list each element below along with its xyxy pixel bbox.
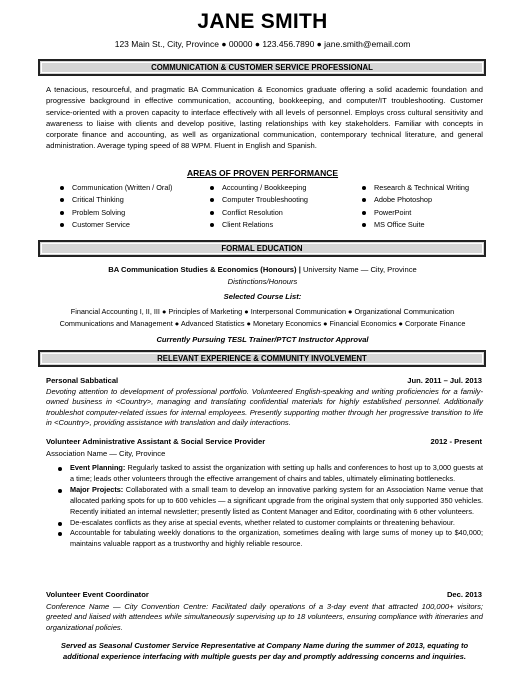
skills-column-3 bbox=[362, 182, 469, 231]
volunteer-admin-bullets bbox=[58, 463, 483, 550]
banner-inner-border bbox=[41, 353, 483, 364]
skill-item: Critical Thinking bbox=[60, 194, 172, 206]
currently-pursuing: Currently Pursuing TESL Trainer/PTCT Instructor Approval bbox=[156, 335, 369, 344]
course-list-line-1: Financial Accounting I, II, III ● Principles of Marketing ● Interpersonal Communication ● Organizational Communication bbox=[70, 307, 455, 316]
degree-title: BA Communication Studies & Economics (Honours) bbox=[108, 265, 297, 274]
skills-column-2 bbox=[210, 182, 308, 231]
skill-item: MS Office Suite bbox=[362, 219, 469, 231]
banner-inner-border bbox=[41, 62, 483, 73]
section-banner-education bbox=[38, 240, 486, 257]
skill-item: Computer Troubleshooting bbox=[210, 194, 308, 206]
skill-item: Adobe Photoshop bbox=[362, 194, 469, 206]
job-dates-sabbatical: Jun. 2011 – Jul. 2013 bbox=[407, 376, 482, 385]
bullet-label: Event Planning: bbox=[70, 463, 126, 472]
job-description-sabbatical: Devoting attention to development of professional portfolio. Volunteered English-speaking and writing proficiencies for a family-owned business in <Country>, managing and translating confidential materials for highly established personnel. Additionally troubleshot computer-related issues for internal employees. Presently supporting mother through her progressive transition to life in <Country>, providing assistance with translation and daily interactions. bbox=[46, 387, 483, 428]
bullet-text: Regularly tasked to assist the organization with setting up halls and conferences to host up to 3,000 guests at a time; leads other volunteers through the effective arrangement of chairs and tables, ultimately eliminating bottlenecks. bbox=[70, 463, 483, 483]
university-name: University Name — City, Province bbox=[302, 265, 417, 274]
contact-line: 123 Main St., City, Province ● 00000 ● 123.456.7890 ● jane.smith@email.com bbox=[114, 39, 411, 49]
professional-summary: A tenacious, resourceful, and pragmatic BA Communication & Economics graduate offering a solid academic foundation and progressive background in effective communication, accounting, bookkeeping, and computer/IT troubleshooting. Customer service-oriented with a proven capacity to interface effectively with all levels of personnel. Employs cross cultural sensitivity and awareness to liaise with clients and develop positive, lasting relationships with key stakeholders. Familiar with concepts in corporate finance and accounting, as well as organizational communication, contemporary technical literature, and general administration. Average typing speed of 88 WPM. Fluent in English and Spanish. bbox=[46, 85, 483, 151]
job-description-event-coordinator: Conference Name — City Convention Centre: Facilitated daily operations of a 3-day event that attracted 100,000+ visitors; greeted and liaised with attendees while simultaneously supervising up to 18 volunteers, ensuring compliance with itineraries and organizational policies. bbox=[46, 602, 483, 632]
section-banner-experience bbox=[38, 350, 486, 367]
section-title-profile: COMMUNICATION & CUSTOMER SERVICE PROFESSIONAL bbox=[151, 63, 373, 72]
job-dates-volunteer-admin: 2012 - Present bbox=[430, 437, 482, 446]
distinctions: Distinctions/Honours bbox=[227, 277, 298, 286]
section-title-experience: RELEVANT EXPERIENCE & COMMUNITY INVOLVEMENT bbox=[157, 354, 367, 363]
skill-item: Accounting / Bookkeeping bbox=[210, 182, 308, 194]
closing-statement: Served as Seasonal Customer Service Representative at Company Name during the summer of 2013, equating to additional experience interfacing with multiple guests per day and promptly addressing concerns and inquiries. bbox=[60, 641, 469, 661]
degree-line bbox=[0, 265, 525, 274]
skill-item: Communication (Written / Oral) bbox=[60, 182, 172, 194]
section-banner-profile bbox=[38, 59, 486, 76]
bullet-text: Collaborated with a small team to develop an innovative parking system for an Association Name venue that allocated parking spots for up to 600 vehicles — a significant upgrade from the original system that only supported 350 vehicles. Recently initiated an internal newsletter; presently listed as Content Manager and Editor, coordinating with 6 other volunteers. bbox=[70, 484, 483, 516]
skill-item: Customer Service bbox=[60, 219, 172, 231]
bullet-text: Accountable for tabulating weekly donations to the organization, sometimes dealing with large sums of money up to $40,000; maintains valuable rapport as a trustworthy and highly reliable resource. bbox=[70, 528, 483, 549]
degree-separator: | bbox=[298, 265, 301, 274]
bullet-label: Major Projects: bbox=[70, 484, 124, 494]
banner-inner-border bbox=[41, 243, 483, 254]
list-item bbox=[58, 463, 483, 485]
list-item bbox=[58, 485, 483, 518]
job-title-event-coordinator: Volunteer Event Coordinator bbox=[46, 590, 149, 599]
job-dates-event-coordinator: Dec. 2013 bbox=[446, 590, 482, 599]
skills-heading: AREAS OF PROVEN PERFORMANCE bbox=[186, 168, 339, 178]
skill-item: PowerPoint bbox=[362, 207, 469, 219]
skill-item: Research & Technical Writing bbox=[362, 182, 469, 194]
course-list-heading: Selected Course List: bbox=[223, 292, 302, 301]
job-title-sabbatical: Personal Sabbatical bbox=[46, 376, 119, 385]
skill-item: Problem Solving bbox=[60, 207, 172, 219]
job-title-volunteer-admin: Volunteer Administrative Assistant & Social Service Provider bbox=[46, 437, 266, 446]
skill-item: Conflict Resolution bbox=[210, 207, 308, 219]
organization-volunteer-admin: Association Name — City, Province bbox=[46, 449, 166, 458]
skill-item: Client Relations bbox=[210, 219, 308, 231]
skills-column-1 bbox=[60, 182, 172, 231]
section-title-education: FORMAL EDUCATION bbox=[221, 244, 303, 253]
candidate-name: JANE SMITH bbox=[197, 10, 328, 33]
list-item bbox=[58, 528, 483, 550]
list-item bbox=[58, 518, 483, 529]
course-list-line-2: Communications and Management ● Advanced Statistics ● Monetary Economics ● Financial Economics ● Corporate Finance bbox=[59, 319, 466, 328]
bullet-text: De-escalates conflicts as they arise at special events, whether related to customer complaints or threatening behaviour. bbox=[70, 517, 455, 527]
